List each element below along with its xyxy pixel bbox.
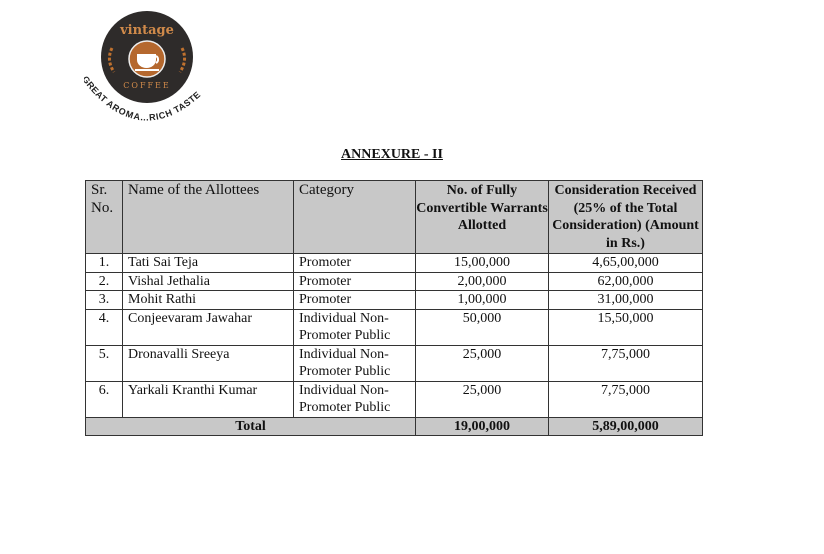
header-category: Category <box>294 181 416 254</box>
cell-consideration: 7,75,000 <box>549 381 703 417</box>
page-title: ANNEXURE - II <box>341 147 443 162</box>
cell-warrants: 1,00,000 <box>416 291 549 310</box>
allottees-table <box>85 180 703 436</box>
table-row <box>86 291 703 310</box>
cell-category: Individual Non-Promoter Public <box>294 309 416 345</box>
cell-name: Mohit Rathi <box>123 291 294 310</box>
cell-sr: 5. <box>86 345 123 381</box>
table-row <box>86 381 703 417</box>
cell-warrants: 2,00,000 <box>416 272 549 291</box>
cell-name: Yarkali Kranthi Kumar <box>123 381 294 417</box>
cell-sr: 4. <box>86 309 123 345</box>
cell-consideration: 7,75,000 <box>549 345 703 381</box>
cell-warrants: 25,000 <box>416 345 549 381</box>
cell-warrants: 15,00,000 <box>416 254 549 273</box>
total-label: Total <box>86 417 416 436</box>
header-sr-no: Sr. No. <box>86 181 123 254</box>
header-consideration: Consideration Received (25% of the Total Consideration) (Amount in Rs.) <box>549 181 703 254</box>
cell-category: Promoter <box>294 254 416 273</box>
cell-warrants: 25,000 <box>416 381 549 417</box>
logo-bottom-text: COFFEE <box>123 81 171 90</box>
header-warrants: No. of Fully Convertible Warrants Allotted <box>416 181 549 254</box>
table-row <box>86 272 703 291</box>
cell-consideration: 15,50,000 <box>549 309 703 345</box>
logo-top-text: vintage <box>120 23 174 38</box>
cell-sr: 6. <box>86 381 123 417</box>
cell-category: Promoter <box>294 291 416 310</box>
cell-category: Individual Non-Promoter Public <box>294 345 416 381</box>
cell-warrants: 50,000 <box>416 309 549 345</box>
company-logo <box>84 10 214 126</box>
header-name: Name of the Allottees <box>123 181 294 254</box>
total-consideration: 5,89,00,000 <box>549 417 703 436</box>
cell-category: Individual Non-Promoter Public <box>294 381 416 417</box>
cell-name: Conjeevaram Jawahar <box>123 309 294 345</box>
cell-sr: 1. <box>86 254 123 273</box>
cell-name: Dronavalli Sreeya <box>123 345 294 381</box>
table-row <box>86 254 703 273</box>
cell-consideration: 4,65,00,000 <box>549 254 703 273</box>
cell-sr: 2. <box>86 272 123 291</box>
cell-name: Vishal Jethalia <box>123 272 294 291</box>
cell-sr: 3. <box>86 291 123 310</box>
cell-category: Promoter <box>294 272 416 291</box>
logo-tagline: REAT AROMA...RICH TASTE <box>84 79 203 123</box>
cell-name: Tati Sai Teja <box>123 254 294 273</box>
cell-consideration: 31,00,000 <box>549 291 703 310</box>
total-row <box>86 417 703 436</box>
total-warrants: 19,00,000 <box>416 417 549 436</box>
cell-consideration: 62,00,000 <box>549 272 703 291</box>
table-header-row <box>86 181 703 254</box>
table-row <box>86 309 703 345</box>
table-row <box>86 345 703 381</box>
